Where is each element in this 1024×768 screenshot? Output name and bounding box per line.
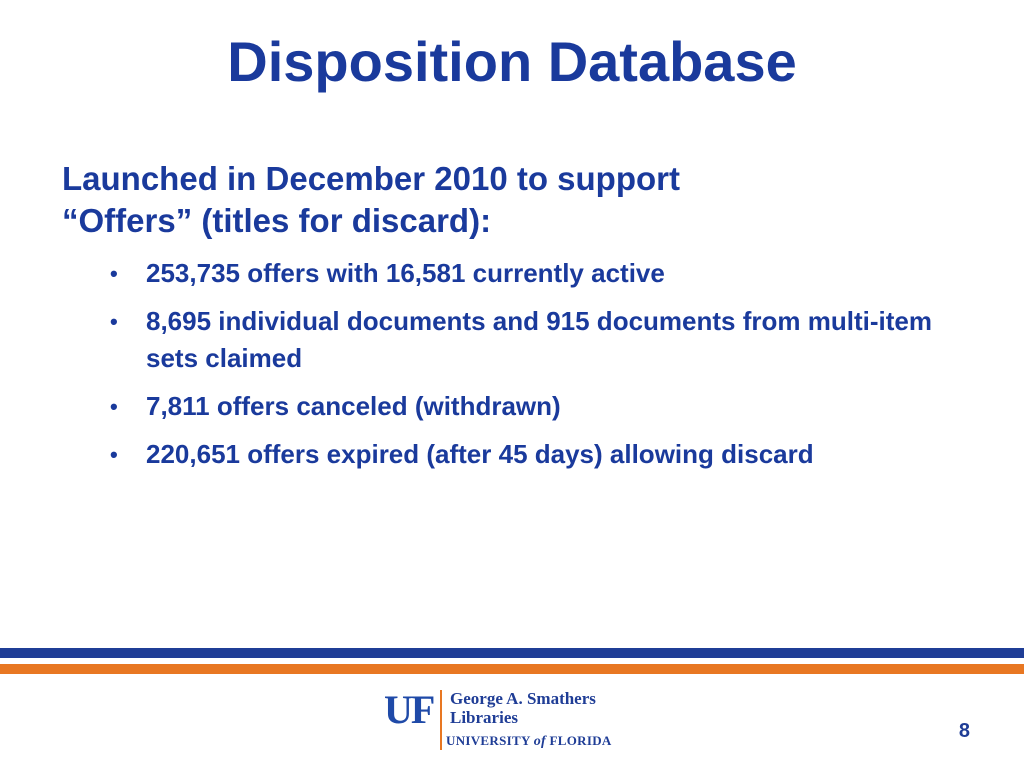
- logo-text-line-2: Libraries: [450, 708, 518, 727]
- bullet-item: [110, 436, 970, 473]
- slide-title: Disposition Database: [227, 30, 797, 93]
- bullet-dot-icon: •: [110, 309, 118, 334]
- bullet-item: [110, 255, 970, 292]
- bullet-item: [110, 388, 970, 425]
- uf-libraries-logo: [384, 687, 644, 752]
- logo-text-line-1: George A. Smathers: [450, 689, 596, 708]
- lead-line-1: Launched in December 2010 to support: [62, 160, 680, 197]
- footer-band-orange: [0, 664, 1024, 674]
- bullet-dot-icon: •: [110, 394, 118, 419]
- bullet-text: 7,811 offers canceled (withdrawn): [146, 391, 561, 421]
- lead-text: [62, 158, 882, 242]
- uf-logo-mark: UF: [384, 687, 434, 732]
- bullet-dot-icon: •: [110, 442, 118, 467]
- logo-text-line-3: [446, 733, 612, 750]
- bullet-dot-icon: •: [110, 261, 118, 286]
- logo-divider: [440, 690, 442, 750]
- logo-florida: FLORIDA: [545, 733, 612, 748]
- bullet-text: 220,651 offers expired (after 45 days) allowing discard: [146, 439, 814, 469]
- lead-line-2: “Offers” (titles for discard):: [62, 202, 492, 239]
- page-number: 8: [958, 720, 970, 742]
- bullet-text: 253,735 offers with 16,581 currently active: [146, 258, 665, 288]
- footer-band-blue: [0, 648, 1024, 658]
- logo-university: UNIVERSITY: [446, 733, 534, 748]
- logo-of: of: [533, 734, 546, 749]
- bullet-text: 8,695 individual documents and 915 documents from multi-item sets claimed: [146, 306, 932, 373]
- bullet-item: [110, 303, 970, 377]
- bullet-list: [110, 255, 970, 484]
